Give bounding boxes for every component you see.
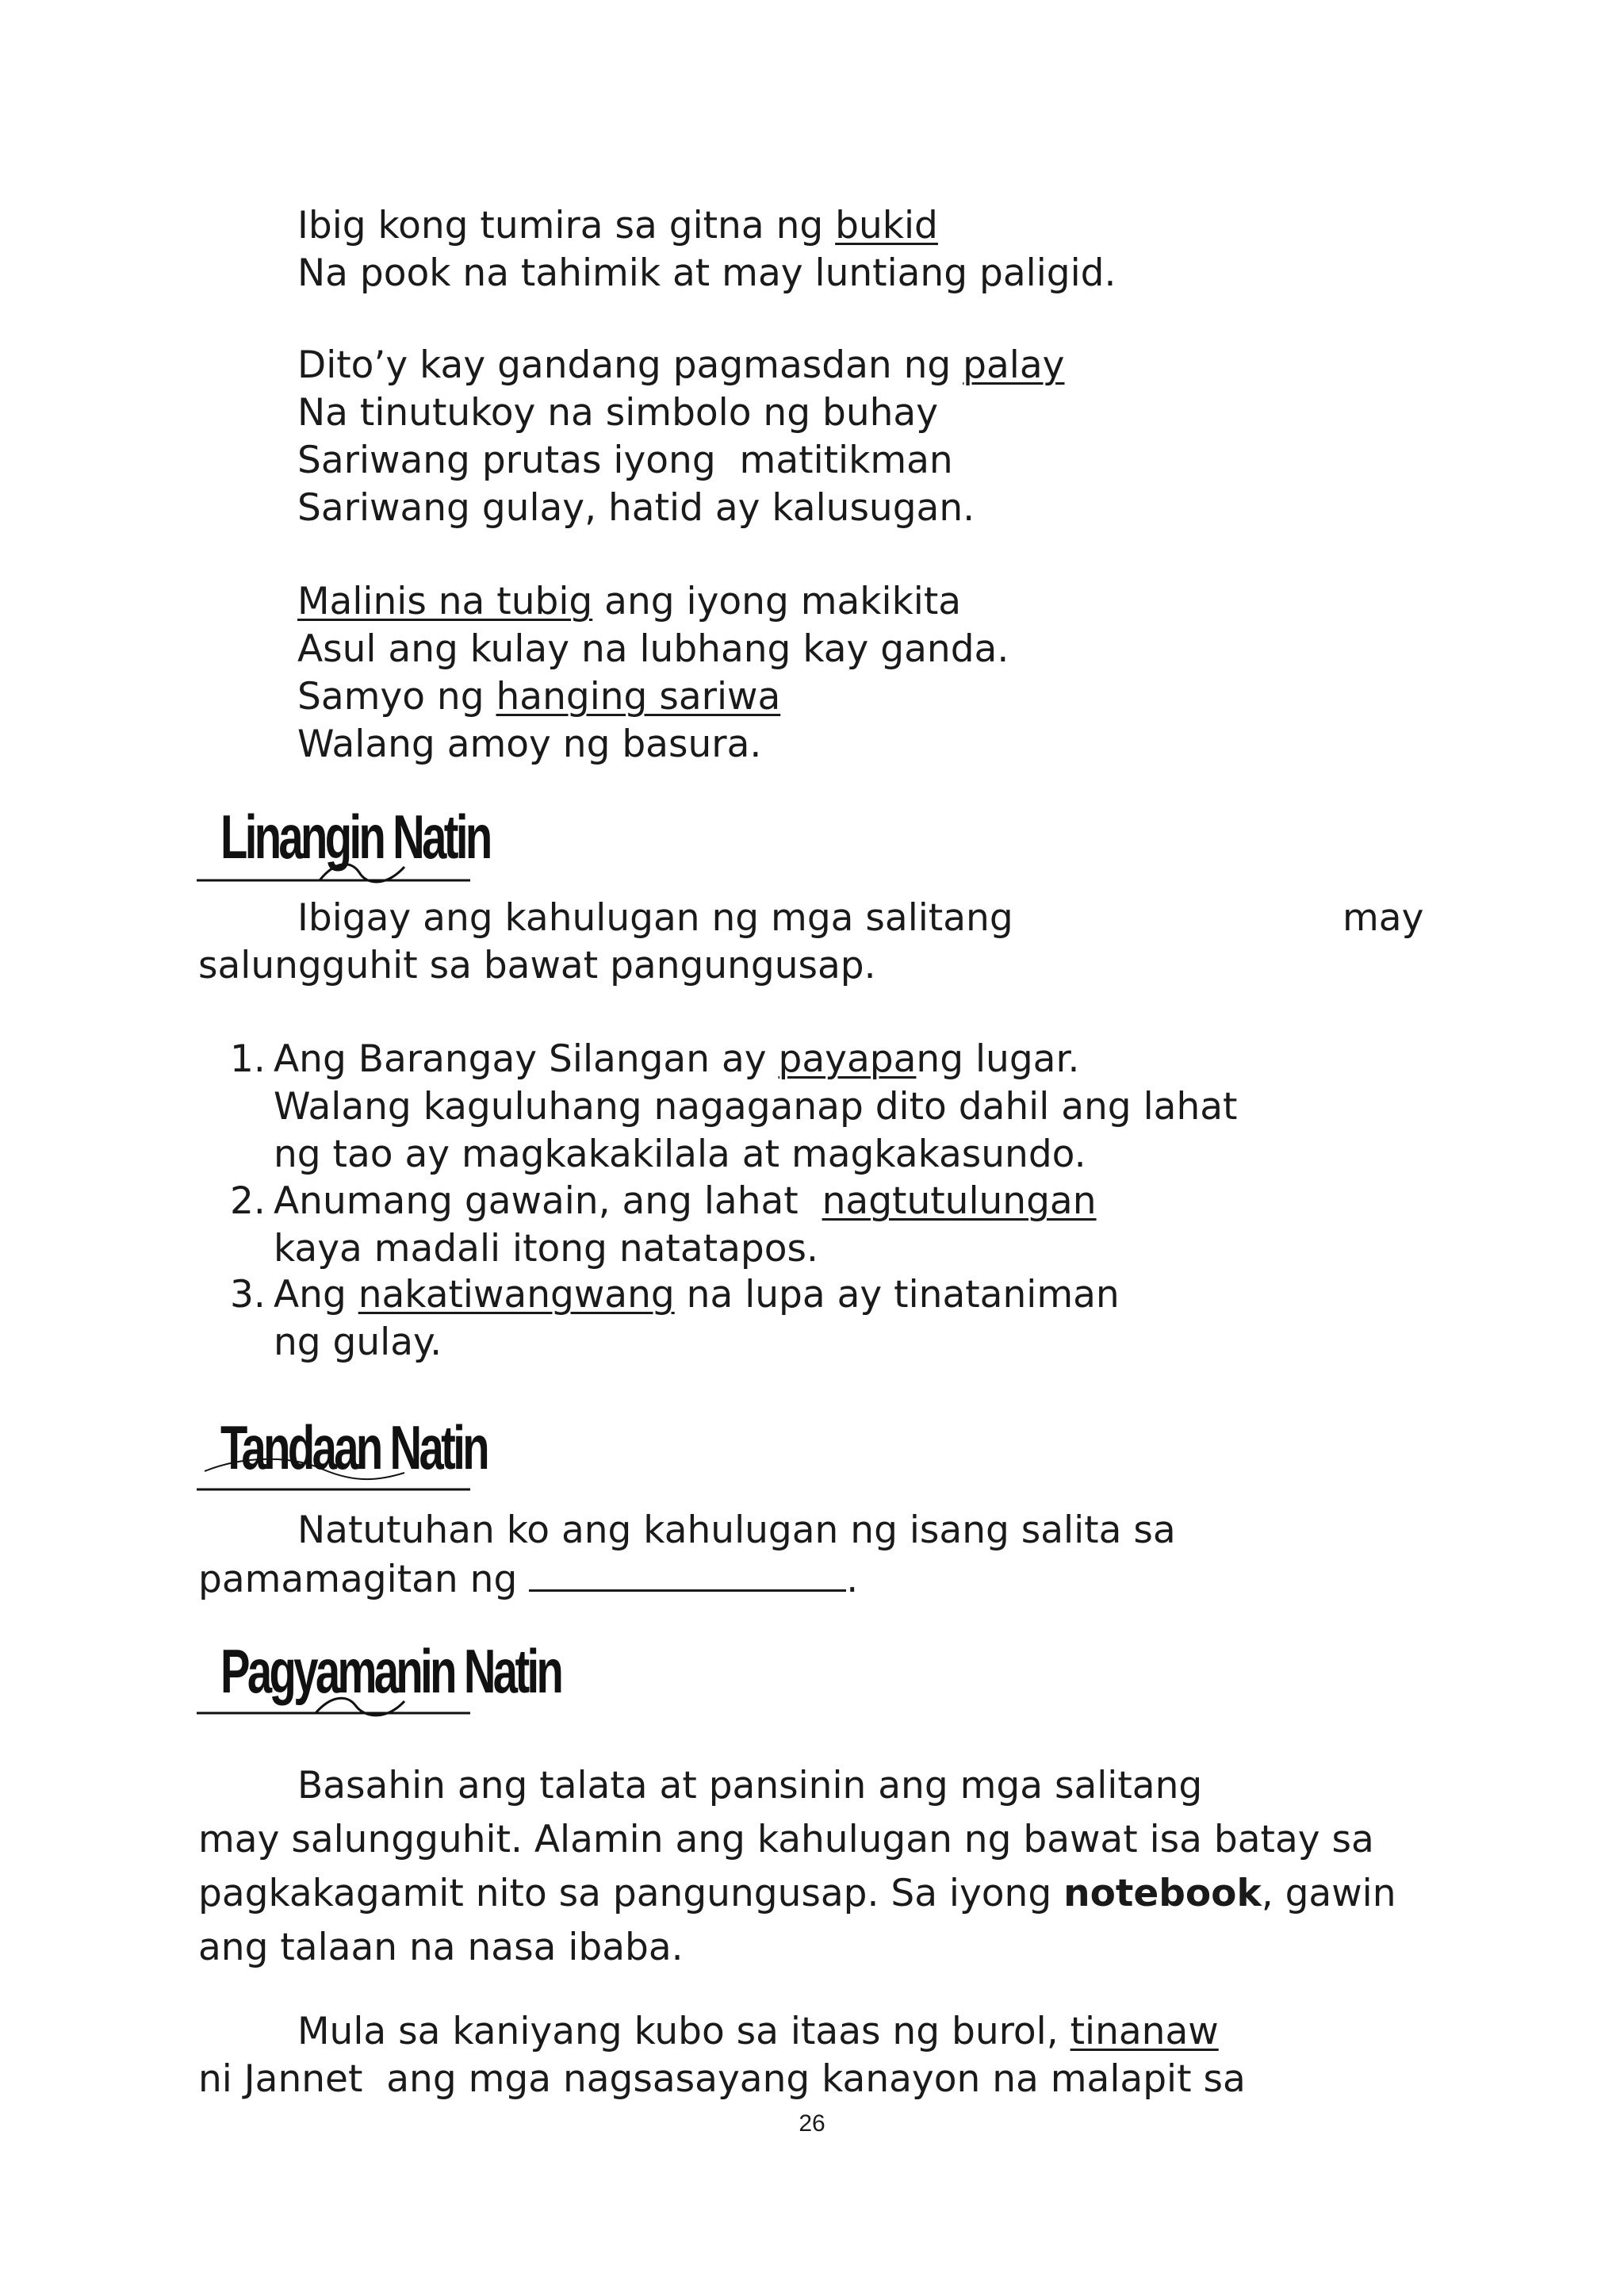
underlined-word: nagtutulungan bbox=[822, 1179, 1097, 1223]
paragraph-line: ang talaan na nasa ibaba. bbox=[198, 1926, 684, 1969]
poem-line: Walang amoy ng basura. bbox=[297, 723, 762, 766]
swoosh-underline-icon bbox=[197, 797, 474, 892]
section-heading-linangin bbox=[197, 797, 490, 892]
tandaan-text: pamamagitan ng . bbox=[198, 1554, 858, 1604]
poem-line: Samyo ng hanging sariwa bbox=[297, 675, 781, 719]
poem-line: Ibig kong tumira sa gitna ng bukid bbox=[297, 204, 938, 247]
list-item-line: ng gulay. bbox=[274, 1320, 442, 1364]
instruction-text: salungguhit sa bawat pangungusap. bbox=[198, 944, 876, 987]
poem-line: Na pook na tahimik at may luntiang paligid. bbox=[297, 251, 1116, 295]
swoosh-underline-icon bbox=[197, 1631, 474, 1727]
list-number: 3. bbox=[230, 1273, 266, 1317]
paragraph-line: ni Jannet ang mga nagsasayang kanayon na malapit sa bbox=[198, 2057, 1246, 2101]
list-item-line: Walang kaguluhang nagaganap dito dahil ang lahat bbox=[274, 1085, 1238, 1129]
underlined-word: payapa bbox=[778, 1037, 917, 1081]
fill-in-blank bbox=[529, 1554, 846, 1592]
section-heading-pagyamanin bbox=[197, 1631, 561, 1727]
list-item: Ang nakatiwangwang na lupa ay tinataniman bbox=[274, 1273, 1120, 1317]
section-heading-tandaan bbox=[197, 1408, 487, 1503]
tandaan-text: Natutuhan ko ang kahulugan ng isang salita sa bbox=[297, 1508, 1176, 1552]
list-number: 2. bbox=[230, 1179, 266, 1223]
paragraph-line: Mula sa kaniyang kubo sa itaas ng burol, tinanaw bbox=[297, 2010, 1219, 2053]
poem-line: Sariwang prutas iyong matitikman bbox=[297, 439, 953, 482]
instruction-text: Ibigay ang kahulugan ng mga salitang bbox=[297, 896, 1013, 940]
poem-line: Asul ang kulay na lubhang kay ganda. bbox=[297, 627, 1009, 671]
list-number: 1. bbox=[230, 1037, 266, 1081]
list-item: Ang Barangay Silangan ay payapang lugar. bbox=[274, 1037, 1080, 1081]
underlined-word: palay bbox=[963, 343, 1065, 387]
paragraph-line: Basahin ang talata at pansinin ang mga salitang bbox=[297, 1764, 1203, 1807]
swoosh-underline-icon bbox=[197, 1408, 474, 1503]
underlined-word: hanging sariwa bbox=[496, 675, 781, 719]
page-number: 26 bbox=[799, 2110, 825, 2137]
paragraph-line: may salungguhit. Alamin ang kahulugan ng bawat isa batay sa bbox=[198, 1818, 1374, 1861]
poem-line: Na tinutukoy na simbolo ng buhay bbox=[297, 391, 939, 435]
underlined-word: nakatiwangwang bbox=[358, 1273, 675, 1317]
heading-title: Tandaan Natin bbox=[220, 1412, 487, 1482]
underlined-word: Malinis na tubig bbox=[297, 580, 593, 623]
heading-title: Linangin Natin bbox=[220, 802, 490, 872]
underlined-word: tinanaw bbox=[1070, 2010, 1219, 2053]
poem-line: Dito’y kay gandang pagmasdan ng palay bbox=[297, 343, 1065, 387]
instruction-text: may bbox=[1342, 896, 1424, 940]
underlined-word: bukid bbox=[835, 204, 938, 247]
heading-title: Pagyamanin Natin bbox=[220, 1636, 561, 1706]
list-item-line: kaya madali itong natatapos. bbox=[274, 1227, 818, 1271]
poem-line: Sariwang gulay, hatid ay kalusugan. bbox=[297, 486, 975, 530]
list-item: Anumang gawain, ang lahat nagtutulungan bbox=[274, 1179, 1097, 1223]
bold-word: notebook bbox=[1063, 1872, 1262, 1915]
poem-line: Malinis na tubig ang iyong makikita bbox=[297, 580, 962, 623]
list-item-line: ng tao ay magkakakilala at magkakasundo. bbox=[274, 1133, 1086, 1176]
paragraph-line: pagkakagamit nito sa pangungusap. Sa iyong notebook, gawin bbox=[198, 1872, 1396, 1915]
